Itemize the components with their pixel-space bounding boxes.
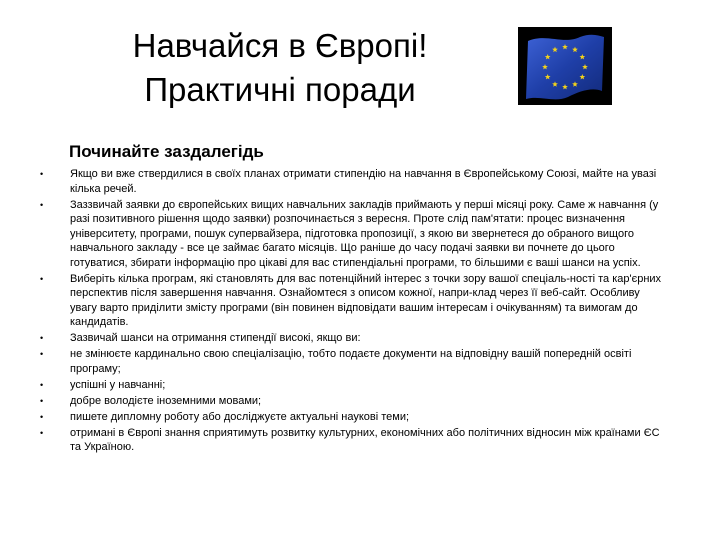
list-item	[0, 331, 720, 346]
list-item	[0, 198, 720, 271]
list-item-text: Заззвичай заявки до європейських вищих навчальних закладів приймають у перші місяці року. Саме ж навчання (у разі позитивного рішення щодо заявки) розпочинається з вересня. Проте слід пам'ятати: процес визначення університету, програми, пошук супервайзера, підготовка пропозиції, з якою ви звернетеся до обраного вищого навчального закладу - все це займає багато місяців. Що раніше до часу подачі заявки ви почнете до цього готуватися, збирати інформацію про цікаві для вас стипендіальні програми, то більшими є ваші шанси на успіх.	[70, 198, 659, 269]
slide-title-line-2: Практичні поради	[144, 71, 416, 108]
list-item-text: добре володієте іноземними мовами;	[70, 394, 262, 407]
tips-list	[0, 167, 720, 456]
list-item-text: пишете дипломну роботу або досліджуєте актуальні наукові теми;	[70, 410, 410, 423]
bullet-icon: •	[40, 411, 44, 422]
list-item-text: Зазвичай шанси на отримання стипендії високі, якщо ви:	[70, 332, 361, 344]
bullet-icon: •	[40, 333, 44, 343]
bullet-icon: •	[40, 169, 44, 179]
list-item	[0, 167, 720, 196]
slide-title	[80, 24, 480, 112]
bullet-icon: •	[40, 349, 44, 359]
bullet-icon: •	[40, 379, 44, 390]
list-item	[0, 410, 720, 425]
bullet-icon: •	[40, 273, 44, 284]
section-heading: Починайте заздалегідь	[69, 142, 264, 161]
list-item-text: не змінюєте кардинально свою спеціалізацію, тобто подаєте документи на відповідну вашій попередній освіті програму;	[70, 348, 632, 375]
list-item	[0, 347, 720, 376]
list-item	[0, 272, 720, 330]
bullet-icon: •	[40, 199, 44, 210]
list-item	[0, 394, 720, 409]
slide-title-line-1: Навчайся в Європі!	[132, 27, 428, 64]
list-item-text: отримані в Європі знання сприятимуть розвитку культурних, економічних або політичних відносин між країнами ЄС та Україною.	[70, 426, 660, 453]
bullet-icon: •	[40, 395, 44, 406]
eu-flag-icon	[518, 27, 612, 105]
list-item-text: Якщо ви вже ствердилися в своїх планах отримати стипендію на навчання в Європейському Союзі, майте на увазі кілька речей.	[70, 168, 657, 195]
list-item	[0, 378, 720, 393]
list-item-text: Виберіть кілька програм, які становлять для вас потенційний інтерес з точки зору вашої спеціаль-ності та кар'єрних перспектив після завершення навчання. Ознайомтеся з описом кожної, напри-клад через її веб-сайт. Особливу увагу варто приділити змісту програми (він повинен відповідати вашим інтересам і очікуванням) та вимогам до кандидатів.	[70, 272, 662, 328]
bullet-icon: •	[40, 427, 44, 438]
list-item	[0, 426, 720, 455]
list-item-text: успішні у навчанні;	[70, 378, 166, 391]
